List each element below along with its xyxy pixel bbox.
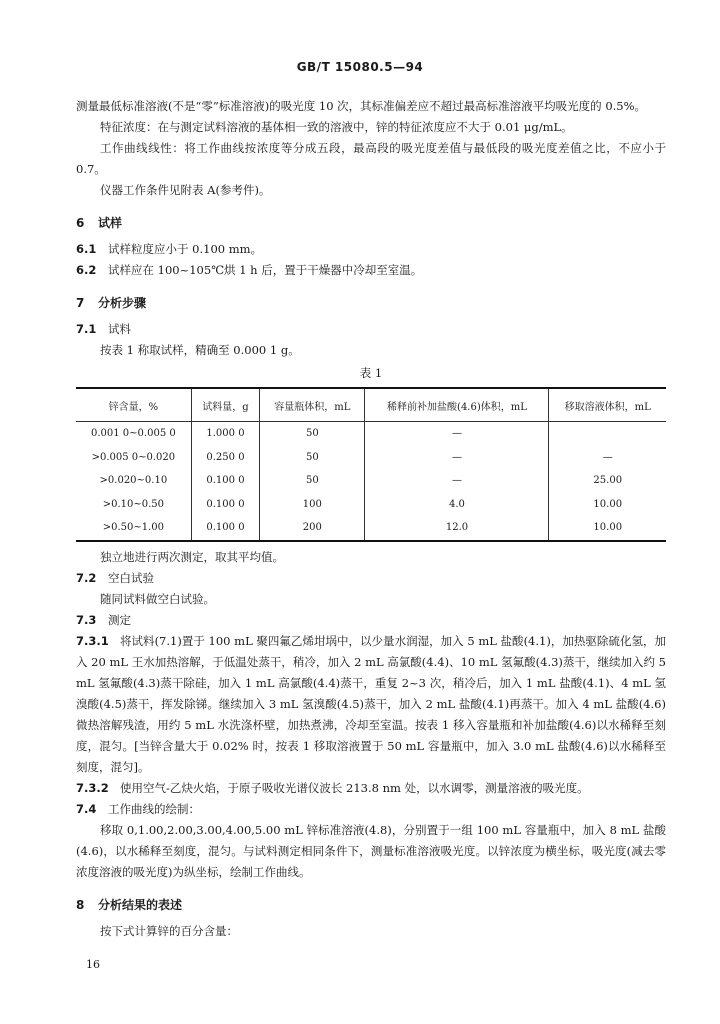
intro-paragraph: 特征浓度：在与测定试料溶液的基体相一致的溶液中，锌的特征浓度应不大于 0.01 μg/mL。 (100, 120, 573, 134)
page-content (76, 96, 666, 942)
table-cell: 200 (260, 516, 365, 541)
clause-7-3-heading (76, 610, 666, 631)
clause-number: 7.3.1 (76, 633, 109, 648)
table-cell: 12.0 (365, 516, 549, 541)
header-hcl-volume: 稀释前补加盐酸(4.6)体积，mL (365, 388, 549, 422)
intro-paragraph: 工作曲线线性：将工作曲线按浓度等分成五段，最高段的吸光度差值与最低段的吸光度差值之比，不应小于 0.7。 (76, 141, 666, 176)
table-cell: >0.005 0~0.020 (91, 451, 176, 463)
table-caption: 表 1 (359, 366, 383, 380)
clause-text: 使用空气-乙炔火焰，于原子吸收光谱仪波长 213.8 nm 处，以水调零，测量溶液的吸光度。 (120, 780, 589, 795)
table-cell: — (549, 446, 666, 470)
clause-7-3-2 (76, 778, 666, 799)
header-aliquot-volume: 移取溶液体积，mL (549, 388, 666, 422)
clause-number: 7.4 (76, 801, 97, 816)
section-6-heading (76, 213, 666, 233)
section-7-heading (76, 293, 666, 313)
page-number: 16 (86, 958, 100, 971)
clause-7-1-heading (76, 319, 666, 340)
clause-7-4-heading (76, 799, 666, 820)
section-number: 6 (76, 216, 85, 230)
table-cell: >0.020~0.10 (99, 475, 168, 487)
clause-number: 7.2 (76, 570, 97, 585)
section-title: 试样 (98, 216, 123, 230)
clause-text: 将试料(7.1)置于 100 mL 聚四氟乙烯坩埚中，以少量水润湿，加入 5 mL 盐酸(4.1)，加热驱除硫化氢，加入 20 mL 王水加热溶解，于低温处蒸干，稍冷，加入 2 mL 高氯酸(4.4)、10 mL 氢氟酸(4.3)蒸干，继续加入约 5 mL 氢氟酸(4.3)蒸干除硅，加入 1 mL 高氯酸(4.4)蒸干，重复 2~3 次，稍冷后，加入 1 mL 盐酸(4.1)、4 mL 氢溴酸(4.5)蒸干，挥发除锑。继续加入 3 mL 氢溴酸(4.5)蒸干，加入 2 mL 盐酸(4.1)再蒸干。加入 4 mL 盐酸(4.6)微热溶解残渣，用约 5 mL 水洗涤杯壁，加热煮沸，冷却至室温。按表 1 移入容量瓶和补加盐酸(4.6)以水稀释至刻度，混匀。[当锌含量大于 0.02% 时，按表 1 移取溶液置于 50 mL 容量瓶中，加入 3.0 mL 盐酸(4.6)以水稀释至刻度，混匀]。 (76, 633, 666, 774)
table-cell: 100 (260, 493, 365, 517)
table-row (76, 469, 666, 493)
table-cell: 0.100 0 (191, 516, 260, 541)
clause-7-2-text: 随同试料做空白试验。 (100, 591, 215, 606)
clause-text: 试样粒度应小于 0.100 mm。 (108, 242, 263, 256)
table-cell (549, 422, 666, 446)
clause-6-1 (76, 239, 666, 260)
table-cell: — (365, 469, 549, 493)
section-8-heading (76, 895, 666, 915)
section-title: 分析步骤 (98, 296, 147, 310)
table-cell: 0.001 0~0.005 0 (91, 428, 176, 440)
table-cell: >0.50~1.00 (102, 522, 165, 534)
table-row (76, 446, 666, 470)
section-number: 8 (76, 897, 85, 912)
clause-7-4-text: 移取 0,1.00,2.00,3.00,4.00,5.00 mL 锌标准溶液(4.8)，分别置于一组 100 mL 容量瓶中，加入 8 mL 盐酸(4.6)，以水稀释至刻度，混匀。与试料测定相同条件下，测量标准溶液吸光度。以锌浓度为横坐标，吸光度(减去零浓度溶液的吸光度)为纵坐标，绘制工作曲线。 (76, 822, 666, 879)
clause-number: 7.3.2 (76, 780, 109, 795)
clause-7-1-text: 按表 1 称取试样，精确至 0.000 1 g。 (100, 343, 300, 357)
sample-mass-table (76, 387, 666, 542)
table-cell: 50 (260, 469, 365, 493)
table-row (76, 493, 666, 517)
header-zinc-content: 锌含量，% (76, 388, 191, 422)
table-note: 独立地进行两次测定，取其平均值。 (100, 549, 284, 564)
table-cell: 1.000 0 (191, 422, 260, 446)
clause-number: 6.2 (76, 263, 97, 277)
section-number: 7 (76, 296, 85, 310)
table-cell: 50 (260, 422, 365, 446)
intro-paragraph: 测量最低标准溶液(不是“零”标准溶液)的吸光度 10 次，其标准偏差应不超过最高标准溶液平均吸光度的 0.5%。 (76, 99, 647, 113)
table-cell: >0.10~0.50 (102, 498, 165, 510)
table-row (76, 422, 666, 446)
clause-text: 试样应在 100~105℃烘 1 h 后，置于干燥器中冷却至室温。 (108, 263, 423, 277)
table-cell: 4.0 (365, 493, 549, 517)
table-header-row (76, 388, 666, 422)
clause-title: 空白试验 (108, 570, 154, 585)
standard-header: GB/T 15080.5—94 (296, 60, 424, 74)
section-8-text: 按下式计算锌的百分含量： (100, 923, 238, 938)
clause-number: 6.1 (76, 242, 97, 256)
section-title: 分析结果的表述 (98, 897, 183, 912)
table-cell: 25.00 (549, 469, 666, 493)
table-cell: — (365, 446, 549, 470)
table-cell: 10.00 (549, 516, 666, 541)
clause-7-3-1 (76, 631, 666, 778)
table-cell: 0.100 0 (191, 469, 260, 493)
table-cell: 0.100 0 (191, 493, 260, 517)
clause-number: 7.1 (76, 322, 97, 336)
header-flask-volume: 容量瓶体积，mL (260, 388, 365, 422)
clause-6-2 (76, 260, 666, 281)
clause-title: 测定 (108, 612, 131, 627)
table-cell: 0.250 0 (191, 446, 260, 470)
table-cell: 10.00 (549, 493, 666, 517)
clause-title: 试料 (108, 322, 131, 336)
table-cell: — (365, 422, 549, 446)
table-cell: 50 (260, 446, 365, 470)
clause-7-2-heading (76, 568, 666, 589)
clause-number: 7.3 (76, 612, 97, 627)
header-sample-mass: 试料量，g (191, 388, 260, 422)
intro-paragraph: 仪器工作条件见附表 A(参考件)。 (100, 183, 271, 197)
table-row (76, 516, 666, 541)
clause-title: 工作曲线的绘制： (108, 801, 200, 816)
